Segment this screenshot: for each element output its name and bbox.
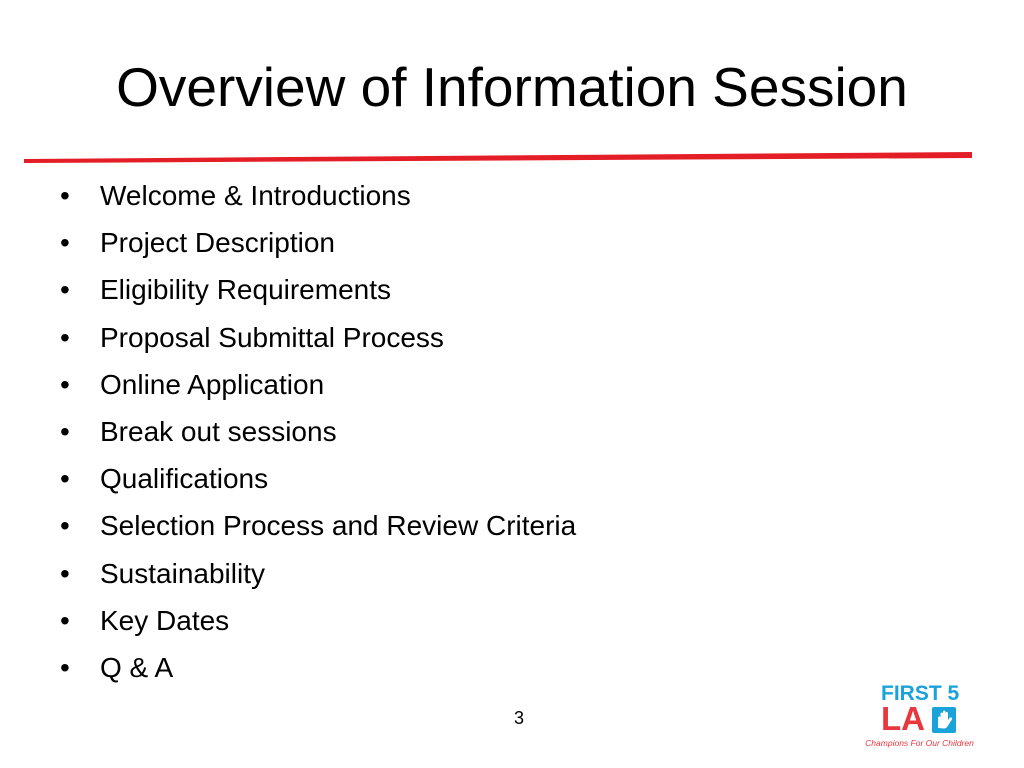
first5la-logo [862,683,977,753]
slide-title: Overview of Information Session [116,56,908,118]
list-item-text: Welcome & Introductions [100,180,411,211]
bullet-icon: • [60,180,70,211]
list-item-text: Qualifications [100,463,269,495]
list-item-text: Q & A [100,651,174,683]
bullet-icon: • [60,557,70,589]
logo-tagline: Champions For Our Children [865,738,974,748]
title-rule [0,0,1024,170]
bullet-icon: • [60,604,70,636]
list-item-text: Selection Process and Review Criteria [100,510,577,542]
list-item-text: Break out sessions [100,415,337,447]
bullet-icon: • [60,368,70,400]
list-item-text: Eligibility Requirements [100,274,392,306]
list-item-text: Key Dates [100,604,230,636]
bullet-icon: • [60,415,70,447]
hand-icon [932,707,956,733]
list-item-text: Project Description [100,227,335,259]
list-item-text: Proposal Submittal Process [100,321,444,353]
list-item-text: Sustainability [100,557,265,589]
bullet-icon: • [60,321,70,353]
bullet-icon: • [60,274,70,306]
logo-line2: LA [881,700,925,737]
bullet-icon: • [60,651,70,683]
bullet-icon: • [60,227,70,259]
logo-line1: FIRST 5 [881,682,960,705]
bullet-icon: • [60,510,70,542]
list-item-text: Online Application [100,368,325,400]
page-number: 3 [514,708,525,728]
bullet-icon: • [60,463,70,495]
